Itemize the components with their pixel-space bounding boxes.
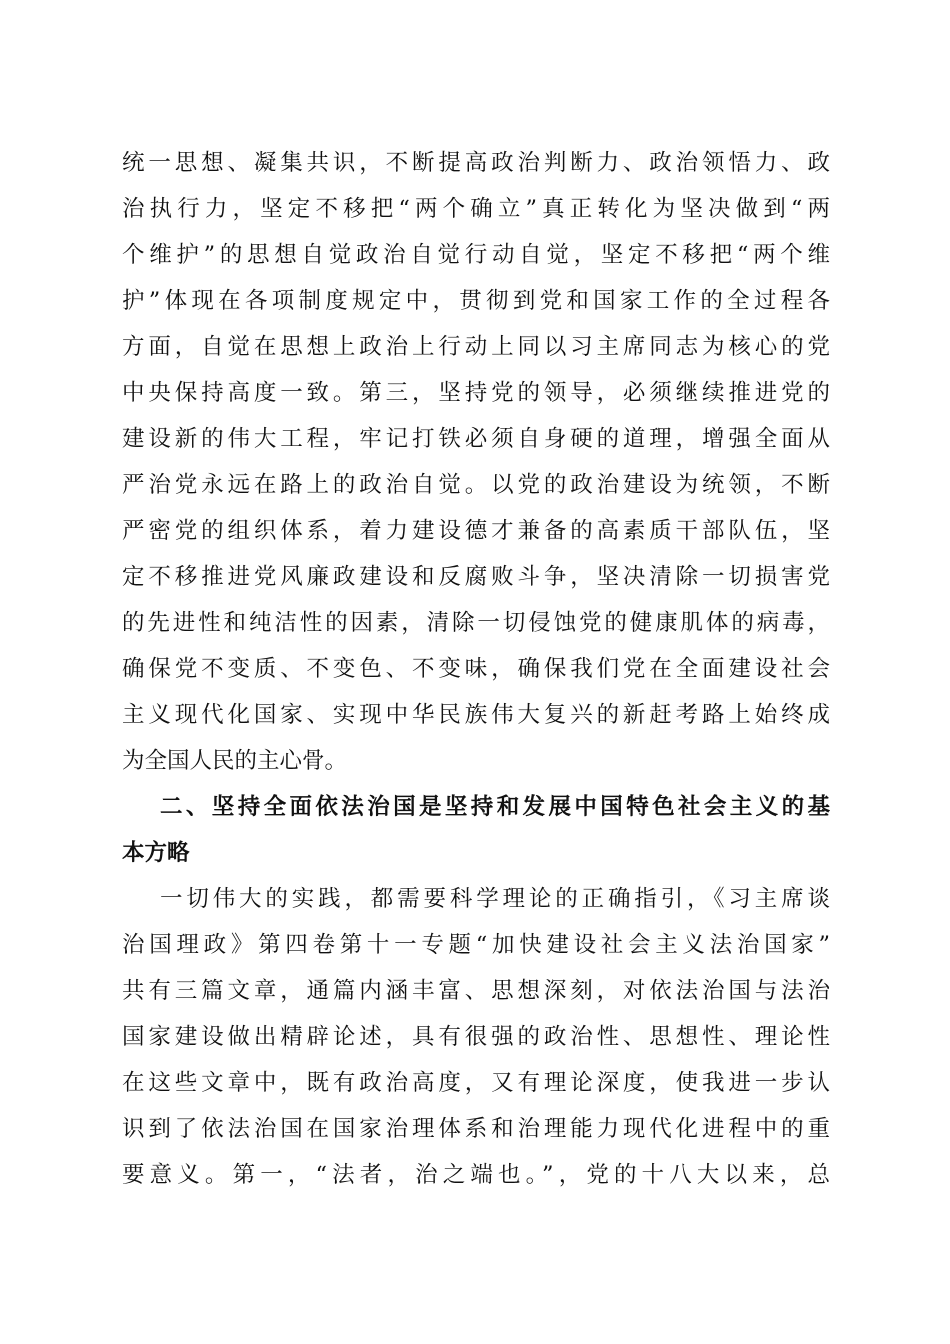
text-line: 中央保持高度一致。第三，坚持党的领导，必须继续推进党的 <box>122 380 830 406</box>
text-line: 严治党永远在路上的政治自觉。以党的政治建设为统领，不断 <box>122 472 830 498</box>
heading-line: 本方略 <box>122 840 190 866</box>
text-line: 确保党不变质、不变色、不变味，确保我们党在全面建设社会 <box>122 656 830 682</box>
text-line: 主义现代化国家、实现中华民族伟大复兴的新赶考路上始终成 <box>122 702 830 728</box>
text-line: 国家建设做出精辟论述，具有很强的政治性、思想性、理论性 <box>122 1024 830 1050</box>
text-line: 的先进性和纯洁性的因素，清除一切侵蚀党的健康肌体的病毒， <box>122 610 830 636</box>
text-line: 护”体现在各项制度规定中，贯彻到党和国家工作的全过程各 <box>122 288 830 314</box>
text-line: 要意义。第一，“法者，治之端也。”，党的十八大以来，总 <box>122 1162 830 1188</box>
text-line: 治国理政》第四卷第十一专题“加快建设社会主义法治国家” <box>122 932 830 958</box>
text-line: 一切伟大的实践，都需要科学理论的正确指引，《习主席谈 <box>160 886 830 912</box>
text-line: 治执行力，坚定不移把“两个确立”真正转化为坚决做到“两 <box>122 196 830 222</box>
text-line: 在这些文章中，既有政治高度，又有理论深度，使我进一步认 <box>122 1070 830 1096</box>
text-line: 识到了依法治国在国家治理体系和治理能力现代化进程中的重 <box>122 1116 830 1142</box>
text-line: 统一思想、凝集共识，不断提高政治判断力、政治领悟力、政 <box>122 150 830 176</box>
text-line: 严密党的组织体系，着力建设德才兼备的高素质干部队伍，坚 <box>122 518 830 544</box>
heading-line: 二、坚持全面依法治国是坚持和发展中国特色社会主义的基 <box>160 794 830 820</box>
text-line: 方面，自觉在思想上政治上行动上同以习主席同志为核心的党 <box>122 334 830 360</box>
text-line: 定不移推进党风廉政建设和反腐败斗争，坚决清除一切损害党 <box>122 564 830 590</box>
text-line: 个维护”的思想自觉政治自觉行动自觉，坚定不移把“两个维 <box>122 242 830 268</box>
text-line: 共有三篇文章，通篇内涵丰富、思想深刻，对依法治国与法治 <box>122 978 830 1004</box>
text-line: 为全国人民的主心骨。 <box>122 748 348 774</box>
text-line: 建设新的伟大工程，牢记打铁必须自身硬的道理，增强全面从 <box>122 426 830 452</box>
